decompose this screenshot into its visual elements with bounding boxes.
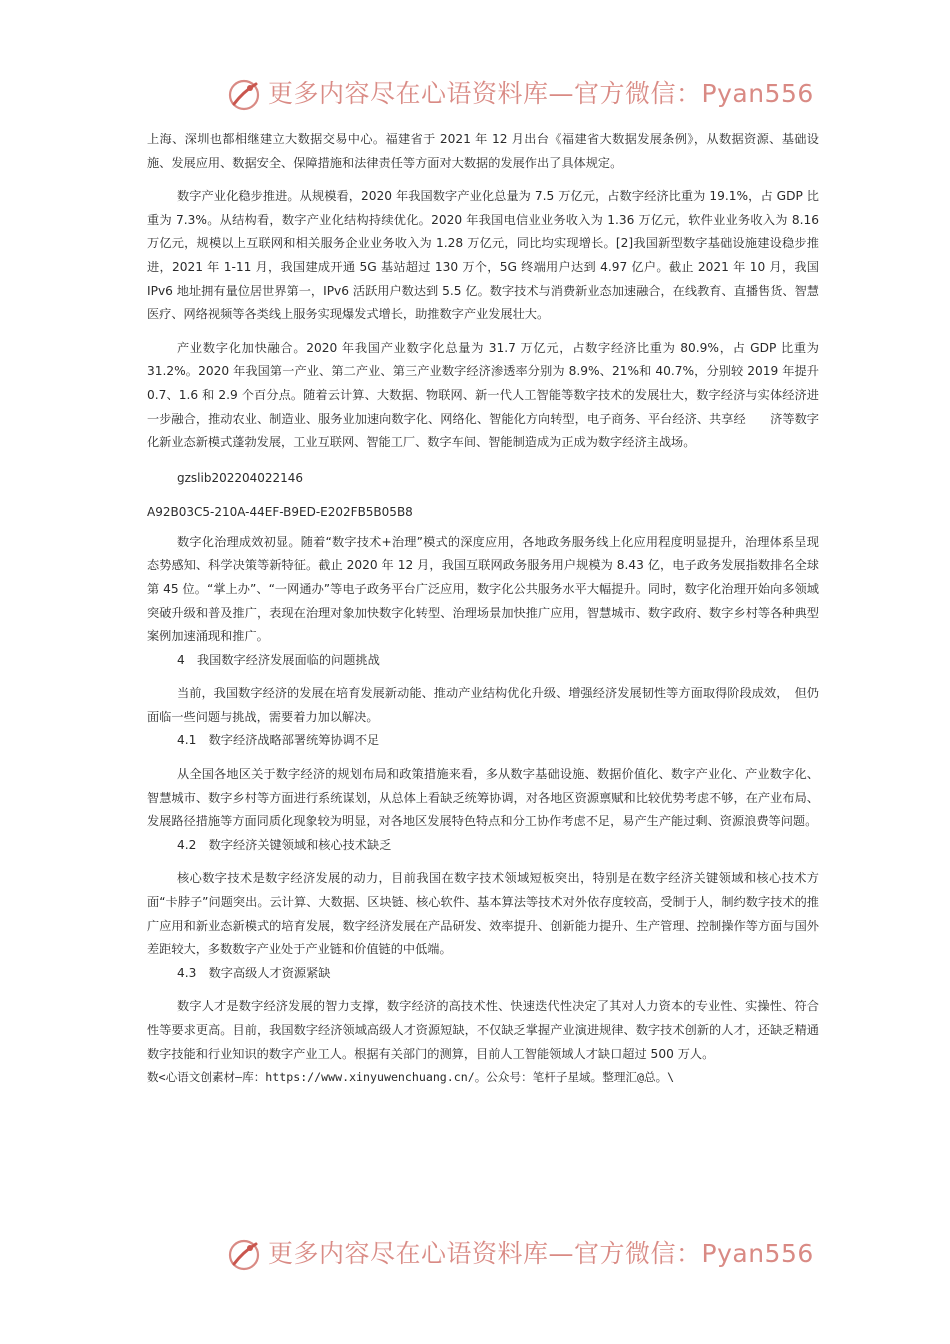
paragraph: 上海、深圳也都相继建立大数据交易中心。福建省于 2021 年 12 月出台《福建省大数据发展条例》，从数据资源、基础设施、发展应用、数据安全、保障措施和法律责任等方面对大数据的发展作出了具体规定。 bbox=[147, 132, 819, 170]
paragraph: 从全国各地区关于数字经济的规划布局和政策措施来看，多从数字基础设施、数据价值化、数字产业化、产业数字化、智慧城市、数字乡村等方面进行系统谋划，从总体上看缺乏统筹协调，对各地区资源禀赋和比较优势考虑不够，在产业布局、发展路径措施等方面同质化现象较为明显，对各地区发展特色特点和分工协作考虑不足，易产生产能过剩、资源浪费等问题。 bbox=[147, 767, 819, 829]
paragraph: 核心数字技术是数字经济发展的动力，目前我国在数字技术领域短板突出，特别是在数字经济关键领域和核心技术方面“卡脖子”问题突出。云计算、大数据、区块链、核心软件、基本算法等技术对外依存度较高，受制于人，制约数字技术的推广应用和新业态新模式的培育发展，数字经济发展在产品研发、效率提升、创新能力提升、生产管理、控制操作等方面与国外差距较大，多数数字产业处于产业链和价值链的中低端。 bbox=[147, 871, 819, 957]
brush-logo-icon bbox=[226, 78, 262, 112]
paragraph: 数字产业化稳步推进。从规模看，2020 年我国数字产业化总量为 7.5 万亿元，占数字经济比重为 19.1%，占 GDP 比重为 7.3%。从结构看，数字产业化结构持续优化。2020 年我国电信业业务收入为 1.36 万亿元，软件业业务收入为 8.16 万亿元，规模以上互联网和相关服务企业业务收入为 1.28 万亿元，同比均实现增长。[2]我国新型数字基础设施建设稳步推进，2021 年 1-11 月，我国建成开通 5G 基站超过 130 万个，5G 终端用户达到 4.97 亿户。截止 2021 年 10 月，我国 IPv6 地址拥有量位居世界第一，IPv6 活跃用户数达到 5.5 亿。数字技术与消费新业态加速融合，在线教育、直播售货、智慧医疗、网络视频等各类线上服务实现爆发式增长，助推数字产业发展壮大。 bbox=[147, 189, 819, 322]
section-heading: 4.3 数字高级人才资源紧缺 bbox=[177, 965, 331, 980]
paragraph: 产业数字化加快融合。2020 年我国产业数字化总量为 31.7 万亿元，占数字经济比重为 80.9%，占 GDP 比重为 31.2%。2020 年我国第一产业、第二产业、第三产业数字经济渗透率分别为 8.9%、21%和 40.7%，分别较 2019 年提升 0.7、1.6 和 2.9 个百分点。随着云计算、大数据、物联网、新一代人工智能等数字技术的发展壮大，数字经济与实体经济进一步融合，推动农业、制造业、服务业加速向数字化、网络化、智能化方向转型，电子商务、平台经济、共享经 济等数字化新业态新模式蓬勃发展，工业互联网、智能工厂、数字车间、智能制造成为正成为数字经济主战场。 bbox=[147, 340, 819, 450]
section-heading: 4.2 数字经济关键领域和核心技术缺乏 bbox=[177, 837, 392, 852]
section-heading: 4 我国数字经济发展面临的问题挑战 bbox=[177, 652, 380, 667]
document-code: gzslib202204022146 bbox=[177, 470, 304, 485]
header-watermark-text: 更多内容尽在心语资料库—官方微信：Pyan556 bbox=[268, 79, 814, 108]
header-watermark-banner bbox=[0, 74, 950, 114]
footer-watermark-banner bbox=[0, 1234, 950, 1274]
document-body bbox=[147, 128, 819, 1090]
paragraph: 当前，我国数字经济的发展在培育发展新动能、推动产业结构优化升级、增强经济发展韧性等方面取得阶段成效， 但仍面临一些问题与挑战，需要着力加以解决。 bbox=[147, 686, 819, 724]
document-uuid: A92B03C5-210A-44EF-B9ED-E202FB5B05B8 bbox=[147, 504, 413, 519]
source-note: 数<心语文创素材—库：https://www.xinyuwenchuang.cn/。公众号：笔杆子星域。整理汇@总。\ bbox=[147, 1070, 675, 1085]
paragraph: 数字化治理成效初显。随着“数字技术+治理”模式的深度应用，各地政务服务线上化应用程度明显提升，治理体系呈现态势感知、科学决策等新特征。截止 2020 年 12 月，我国互联网政务服务用户规模为 8.43 亿，电子政务发展指数排名全球第 45 位。“掌上办”、“一网通办”等电子政务平台广泛应用，数字化公共服务水平大幅提升。同时，数字化治理开始向多领域突破升级和普及推广，表现在治理对象加快数字化转型、治理场景加快推广应用，智慧城市、数字政府、数字乡村等各种典型案例加速涌现和推广。 bbox=[147, 534, 819, 644]
paragraph: 数字人才是数字经济发展的智力支撑，数字经济的高技术性、快速迭代性决定了其对人力资本的专业性、实操性、符合性等要求更高。目前，我国数字经济领域高级人才资源短缺，不仅缺乏掌握产业演进规律、数字技术创新的人才，还缺乏精通数字技能和行业知识的数字产业工人。根据有关部门的测算，目前人工智能领域人才缺口超过 500 万人。 bbox=[147, 999, 819, 1061]
footer-watermark-text: 更多内容尽在心语资料库—官方微信：Pyan556 bbox=[268, 1239, 814, 1268]
section-heading: 4.1 数字经济战略部署统筹协调不足 bbox=[177, 733, 380, 748]
brush-logo-icon bbox=[226, 1238, 262, 1272]
